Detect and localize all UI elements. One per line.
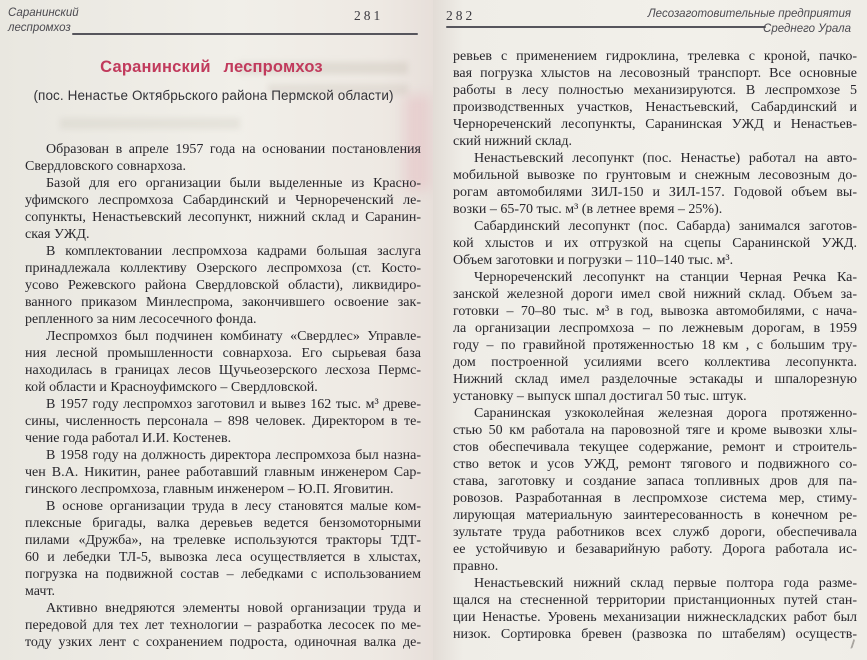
text-line: дом построенной усилиями всего коллектива лесопункта. (453, 355, 857, 370)
text-line: ский нижний склад. (453, 134, 572, 149)
text-line: гинского леспромхоза, главным инженером – Ю.П. Яговитин. (25, 482, 394, 497)
text-line: Сабардинский лесопункт (пос. Сабарда) занимался заготов- (474, 219, 857, 234)
paragraph (25, 396, 421, 447)
running-header-line: Саранинский (8, 7, 79, 19)
text-line: вая погрузка хлыстов на лесовозный транспорт. Все основные (453, 66, 857, 81)
body-text (25, 141, 421, 651)
text-line: принадлежала коллективу Озерского леспромхоза (ст. Косто- (25, 261, 421, 276)
text-line: става, заготовку и создание запаса топливных дров для па- (453, 474, 857, 489)
text-line: В 1958 году на должность директора леспромхоза был назна- (46, 448, 421, 463)
text-line: ния лесной промышленности совнархоза. Его сырьевая база (25, 346, 421, 361)
paragraph (453, 575, 857, 643)
text-line: году – по гравийной протяженностью 18 км , с большим тру- (453, 338, 857, 353)
text-line: готовки – 70–80 тыс. м³ в год, вывозка автомобилями, с нача- (453, 304, 857, 319)
text-line: сопункты, Ненастьевский лесопункт, нижний склад и Саранин- (25, 210, 421, 225)
text-line: ее устойчивую и безаварийную работу. Дорога работала ис- (453, 542, 857, 557)
text-line: мобильной вывозке по грунтовым и снежным лесовозным до- (453, 168, 857, 183)
text-line: репленного за ним лесосечного фонда. (25, 312, 257, 327)
text-line: стью 50 км работала на паровозной тяге и кроме вывозки хлы- (453, 423, 857, 438)
paragraph (25, 328, 421, 396)
text-line: усово Режевского района Свердловской области), ликвидиро- (25, 278, 421, 293)
text-line: кой области и Красноуфимского – Свердловской. (25, 380, 318, 395)
text-line: производственных участков, Ненастьевский, Сабардинский и (453, 100, 857, 115)
chapter-title: Саранинский леспромхоз (100, 58, 323, 76)
text-line: передовой для тех лет технологии – разработка лесосек по ме- (25, 618, 421, 633)
paragraph (25, 243, 421, 328)
paragraph (453, 405, 857, 575)
text-line: Нижний склад имел разделочные эстакады и шпалорезную (453, 372, 857, 387)
text-line: ции Ненастье. Уровень механизации нижнескладских работ был (453, 610, 857, 625)
text-line: возки – 65-70 тыс. м³ (в летнее время – 25%). (453, 202, 723, 217)
text-line: Леспромхоз был подчинен комбинату «Свердлес» Управле- (46, 329, 421, 344)
paragraph (25, 141, 421, 175)
text-line: тоду узких лент с сохранением подроста, одиночная валка де- (25, 635, 421, 650)
page-number: 282 (446, 8, 476, 23)
text-line: уфимского леспромхоза Сабардинский и Чернореченский ле- (25, 193, 421, 208)
text-line: щался на стесненной территории пристанционных путей стан- (453, 593, 857, 608)
text-line: погрузка на подвижной состав – лебедками с использованием (25, 567, 421, 582)
text-line: кой хлыстов и их отгрузкой на сцепы Саранинской УЖД. (453, 236, 857, 251)
text-line: плексные бригады, валка деревьев ведется бензомоторными (25, 516, 421, 531)
text-line: ревьев с применением гидроклина, трелевка с кроной, пачко- (453, 49, 857, 64)
text-line: зультате труда работников всех служб дороги, обеспечивала (453, 525, 857, 540)
text-line: Активно внедряются элементы новой организации труда и (46, 601, 421, 616)
paragraph (25, 600, 421, 651)
paragraph (25, 498, 421, 600)
paragraph (453, 150, 857, 218)
text-line: установку – выпуск шпал достигал 50 тыс. штук. (453, 389, 747, 404)
body-text (453, 48, 857, 643)
text-line: Базой для его организации были выделенные из Красно- (46, 176, 421, 191)
text-line: Чернореченский лесопункты, Саранинская УЖД и Ненастьев- (453, 117, 857, 132)
text-line: пилами «Дружба», на трелевке используются тракторы ТДТ- (25, 533, 421, 548)
text-line: ровозов. Разработанная в леспромхозе система мер, стиму- (453, 491, 857, 506)
text-line: ванного приказом Минлеспрома, закончившего освоение зак- (25, 295, 421, 310)
text-line: занской железной дороги имел свой нижний склад. Объем за- (453, 287, 857, 302)
text-line: работы в лесу полностью механизируются. В леспромхозе 5 (453, 83, 857, 98)
text-line: ство веток и усов УЖД, ремонт тягового и подвижного со- (453, 457, 857, 472)
text-line: Ненастьевский лесопункт (пос. Ненастье) работал на авто- (474, 151, 857, 166)
paragraph (453, 218, 857, 269)
text-line: Ненастьевский нижний склад первые полтора года разме- (474, 576, 857, 591)
paragraph (453, 48, 857, 150)
text-line: находилась в границах лесов Щучьеозерского лесхоза Пермс- (25, 363, 421, 378)
paragraph (25, 175, 421, 243)
paragraph (25, 447, 421, 498)
left-running-header (8, 6, 79, 36)
paragraph (453, 269, 857, 405)
text-line: Саранинская узкоколейная железная дорога протяженно- (474, 406, 857, 421)
text-line: ла организации леспромхоза – по лежневым дорогам, в 1959 (453, 321, 857, 336)
chapter-subtitle: (пос. Ненастье Октябрьского района Пермской области) (33, 88, 394, 103)
text-line: 60 и лебедки ТЛ-5, вывозка леса осуществляется в хлыстах, (25, 550, 421, 565)
text-line: правно. (453, 559, 499, 574)
running-header-line: Среднего Урала (763, 23, 851, 35)
text-line: В 1957 году леспромхоз заготовил и вывез 162 тыс. м³ древе- (46, 397, 421, 412)
text-line: Свердловского совнархоза. (25, 159, 186, 174)
text-line: мачт. (25, 584, 56, 599)
bleed-through-artifact (60, 118, 240, 129)
left-page (0, 0, 433, 660)
text-line: чение года работал И.И. Костенев. (25, 431, 232, 446)
text-line: ская УЖД. (25, 227, 90, 242)
running-header-line: Лесозаготовительные предприятия (647, 8, 851, 20)
page-number: 281 (354, 8, 384, 23)
text-line: стов обеспечивала текущее содержание, ремонт и строитель- (453, 440, 857, 455)
text-line: В основе организации труда в лесу становятся малые ком- (46, 499, 421, 514)
text-line: Чернореченский лесопункт на станции Черная Речка Ка- (474, 270, 857, 285)
text-line: чен В.А. Никитин, ранее работавший главным инженером Сар- (25, 465, 421, 480)
text-line: лирующая материальную заинтересованность в конечном ре- (453, 508, 857, 523)
text-line: низок. Сортировка бревен (развозка по штабелям) осуществ- (453, 627, 857, 642)
text-line: Объем заготовки и погрузки – 110–140 тыс. м³. (453, 253, 734, 268)
text-line: Образован в апреле 1957 года на основании постановления (46, 142, 421, 157)
right-running-header (648, 7, 851, 37)
right-page (433, 0, 867, 660)
text-line: рогам автомобилями ЗИЛ-150 и ЗИЛ-157. Годовой объем вы- (453, 185, 857, 200)
text-line: В комплектовании леспромхоза кадрами большая заслуга (46, 244, 421, 259)
running-header-line: леспромхоз (8, 22, 71, 34)
text-line: сины, численность персонала – 898 человек. Директором в те- (25, 414, 421, 429)
header-rule (72, 33, 418, 35)
